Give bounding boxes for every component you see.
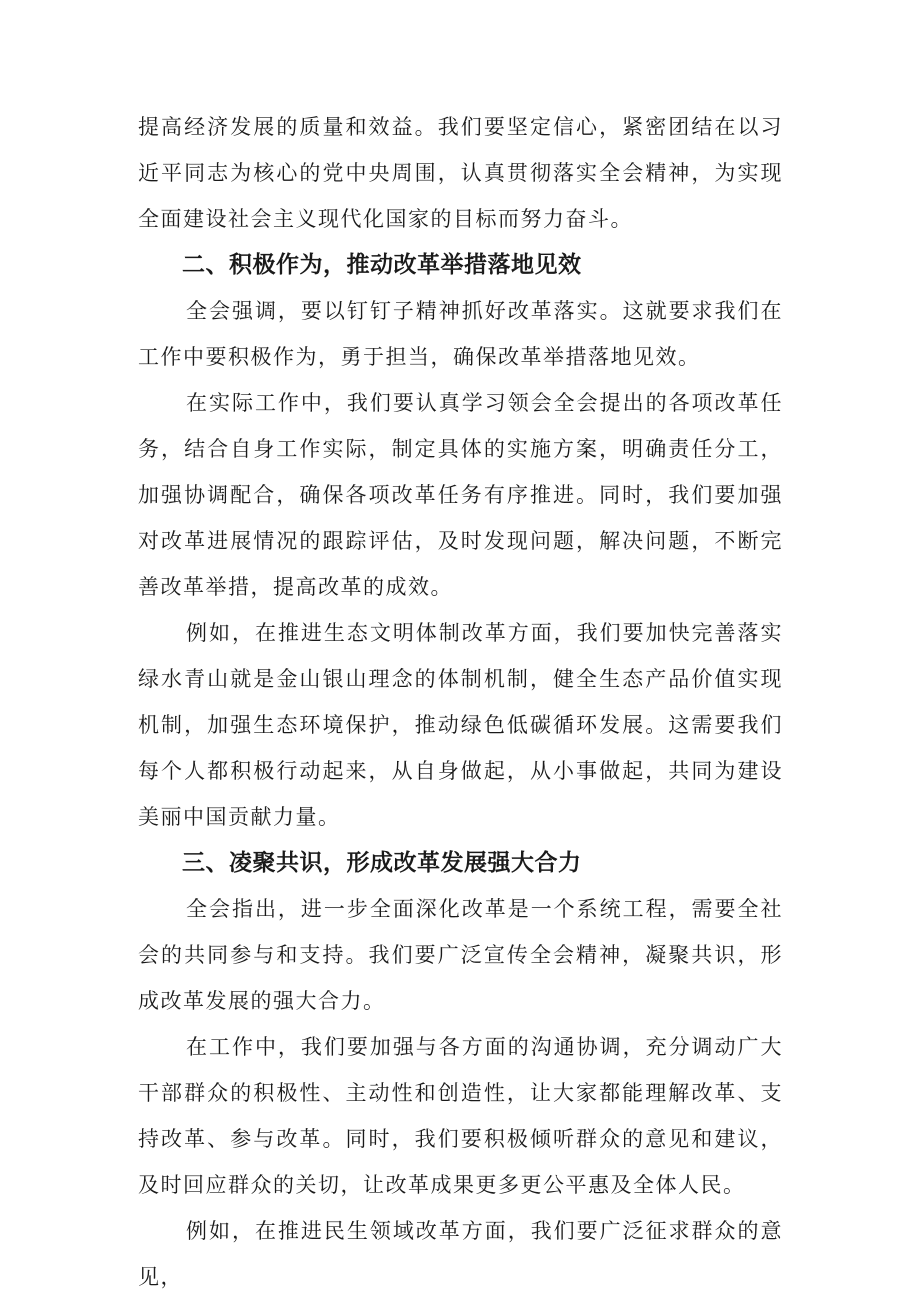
paragraph: 全会强调，要以钉钉子精神抓好改革落实。这就要求我们在工作中要积极作为，勇于担当，确保改革举措落地见效。 — [138, 299, 783, 369]
paragraph-truncated: 例如，在推进民生领域改革方面，我们要广泛征求群众的意见， — [138, 1219, 783, 1289]
paragraph: 在实际工作中，我们要认真学习领会全会提出的各项改革任务，结合自身工作实际，制定具体的实施方案，明确责任分工，加强协调配合，确保各项改革任务有序推进。同时，我们要加强对改革进展情况的跟踪评估，及时发现问题，解决问题，不断完善改革举措，提高改革的成效。 — [138, 391, 783, 599]
paragraph: 在工作中，我们要加强与各方面的沟通协调，充分调动广大干部群众的积极性、主动性和创造性，让大家都能理解改革、支持改革、参与改革。同时，我们要积极倾听群众的意见和建议，及时回应群众的关切，让改革成果更多更公平惠及全体人民。 — [138, 1035, 783, 1197]
section-heading-3: 三、凌聚共识，形成改革发展强大合力 — [182, 850, 582, 876]
paragraph: 例如，在推进生态文明体制改革方面，我们要加快完善落实绿水青山就是金山银山理念的体制机制，健全生态产品价值实现机制，加强生态环境保护，推动绿色低碳循环发展。这需要我们每个人都积极行动起来，从自身做起，从小事做起，共同为建设美丽中国贡献力量。 — [138, 621, 783, 829]
paragraph: 全会指出，进一步全面深化改革是一个系统工程，需要全社会的共同参与和支持。我们要广泛宣传全会精神，凝聚共识，形成改革发展的强大合力。 — [138, 897, 783, 1013]
document-body — [138, 104, 783, 1300]
paragraph-continuation: 提高经济发展的质量和效益。我们要坚定信心，紧密团结在以习近平同志为核心的党中央周围，认真贯彻落实全会精神，为实现全面建设社会主义现代化国家的目标而努力奋斗。 — [138, 115, 783, 231]
section-heading-2: 二、积极作为，推动改革举措落地见效 — [182, 252, 582, 278]
